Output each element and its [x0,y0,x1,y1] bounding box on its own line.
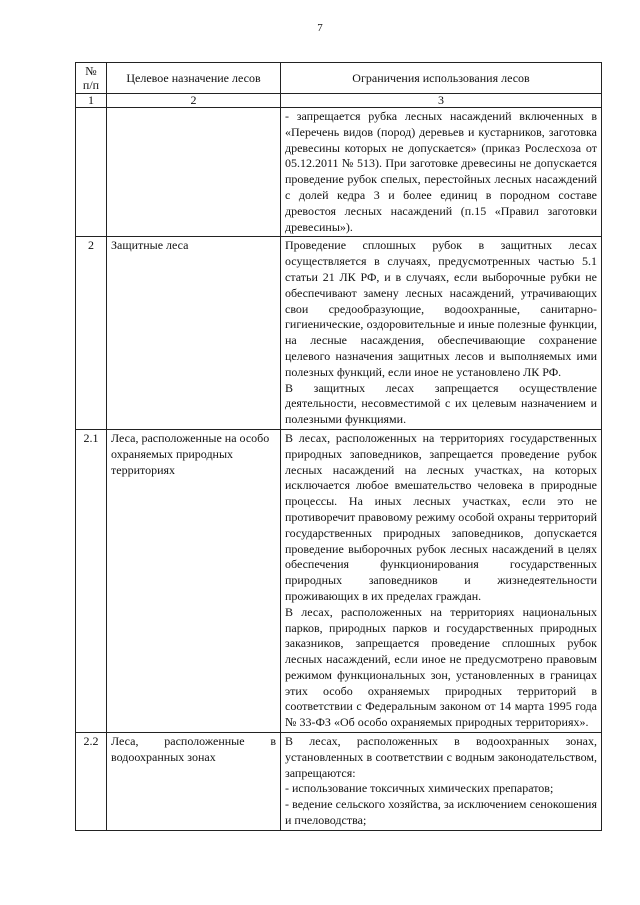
restriction-paragraph: В защитных лесах запрещается осуществление деятельности, несовместимой с их целевым назначением и полезными функциями. [285,380,597,427]
table-row [76,733,602,831]
row-purpose [107,108,281,237]
column-number: 2 [107,94,281,108]
restriction-paragraph: В лесах, расположенных на территориях национальных парков, природных парков и государственных природных заказников, запрещается проведение сплошных рубок лесных насаждений, если иное не предусмотрено правовым режимом функциональных зон, установленных в границах этих особо охраняемых природных территорий в соответствии с Федеральным законом от 14 марта 1995 года № 33-ФЗ «Об особо охраняемых природных территориях». [285,604,597,730]
row-purpose [107,733,281,831]
row-number: 2 [76,237,107,430]
restriction-paragraph: Проведение сплошных рубок в защитных лесах осуществляется в случаях, предусмотренных частью 5.1 статьи 21 ЛК РФ, и в случаях, если выборочные рубки не обеспечивают замену лесных насаждений, утрачивающих свои средообразующие, водоохранные, санитарно-гигиенические, оздоровительные и иные полезные функции, на лесные насаждения, обеспечивающие сохранение целевого назначения защитных лесов и выполняемых ими полезных функций, если иное не установлено ЛК РФ. [285,238,597,379]
row-number [76,108,107,237]
forest-restrictions-table [75,62,602,831]
restriction-paragraph: - ведение сельского хозяйства, за исключением сенокошения и пчеловодства; [285,797,597,828]
table-row [76,237,602,430]
row-restrictions [281,237,602,430]
restriction-paragraph: - использование токсичных химических препаратов; [285,781,554,796]
header-col-purpose: Целевое назначение лесов [107,63,281,94]
header-col-number: № п/п [76,63,107,94]
column-number: 1 [76,94,107,108]
row-purpose [107,429,281,732]
table-header-row [76,63,602,94]
row-number: 2.1 [76,429,107,732]
restriction-paragraph: В лесах, расположенных на территориях государственных природных заповедников, запрещается проведение рубок лесных насаждений на лесных участках, на которых исключается любое вмешательство человека в природные процессы. На иных лесных участках, если это не противоречит правовому режиму особой охраны территорий государственных природных заповедников, допускается проведение выборочных рубок лесных насаждений в целях обеспечения функционирования государственных природных заповедников и жизнедеятельности проживающих в их пределах граждан. [285,430,597,603]
row-purpose-text: Леса, расположенные на особо охраняемых природных территориях [111,430,270,477]
table-row [76,108,602,237]
restriction-paragraph: - запрещается рубка лесных насаждений включенных в «Перечень видов (пород) деревьев и кустарников, заготовка древесины которых не допускается» (приказ Рослесхоза от 05.12.2011 № 513). При заготовке древесины не допускается проведение рубок спелых, перестойных лесных насаждений с долей кедра 3 и более единиц в породном составе древостоя лесных насаждений (п.15 «Правил заготовки древесины»). [285,109,597,234]
column-number: 3 [281,94,602,108]
row-purpose [107,237,281,430]
row-restrictions [281,429,602,732]
restriction-paragraph: В лесах, расположенных в водоохранных зонах, установленных в соответствии с водным законодательством, запрещаются: [285,734,597,780]
column-numbers-row [76,94,602,108]
row-number: 2.2 [76,733,107,831]
header-col-restrictions: Ограничения использования лесов [281,63,602,94]
row-restrictions [281,108,602,237]
row-purpose-text: Защитные леса [111,238,189,253]
row-purpose-text: Леса, расположенные в водоохранных зонах [111,734,276,764]
page-number: 7 [317,22,323,34]
row-restrictions [281,733,602,831]
table-row [76,429,602,732]
